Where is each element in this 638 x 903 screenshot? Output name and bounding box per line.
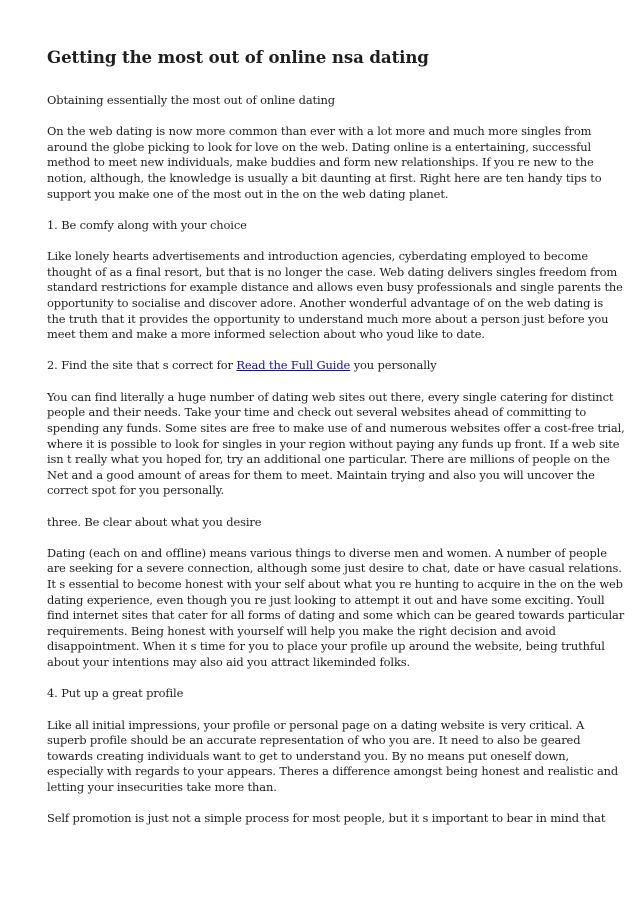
text-line: On the web dating is now more common than ever with a lot more and much more singles from xyxy=(47,124,592,139)
paragraph-self-promotion xyxy=(47,811,606,827)
paragraph-tip-2 xyxy=(47,389,625,499)
text-line xyxy=(47,358,595,374)
text-line: superb profile should be an accurate representation of who you are. It need to also be geared xyxy=(47,733,581,748)
heading-tip-1 xyxy=(47,218,595,234)
text-line: support you make one of the most out in the on the web dating planet. xyxy=(47,186,449,201)
document-body xyxy=(47,46,625,843)
text-line: disappointment. When it s time for you to place your profile up around the website, being truthful xyxy=(47,639,605,654)
heading-tip-3 xyxy=(47,515,595,531)
text-line: Dating (each on and offline) means various things to diverse men and women. A number of people xyxy=(47,545,607,560)
text-line: It s essential to become honest with your self about what you re hunting to acquire in the on the web xyxy=(47,577,623,592)
text-line: letting your insecurities take more than. xyxy=(47,779,277,794)
heading-tip-2 xyxy=(47,358,595,374)
text-line: correct spot for you personally. xyxy=(47,483,225,498)
text-line: You can find literally a huge number of dating web sites out there, every single catering for distinct xyxy=(47,389,614,404)
text-line: where it is possible to look for singles in your region without paying any funds up front. If a web site xyxy=(47,436,620,451)
text-line: notion, although, the knowledge is usually a bit daunting at first. Right here are ten handy tips to xyxy=(47,171,602,186)
text-line: Like lonely hearts advertisements and introduction agencies, cyberdating employed to become xyxy=(47,249,588,264)
text-line: towards creating individuals want to get to understand you. By no means put oneself down, xyxy=(47,748,569,763)
text-line: are seeking for a severe connection, although some just desire to chat, date or have casual relations. xyxy=(47,561,622,576)
text-line: method to meet new individuals, make buddies and form new relationships. If you re new to the xyxy=(47,155,594,170)
paragraph-tip-4 xyxy=(47,717,619,796)
paragraph-intro xyxy=(47,93,595,109)
text-line: dating experience, even though you re just looking to attempt it out and have some exciting. Youll xyxy=(47,592,605,607)
text-line: spending any funds. Some sites are free to make use of and numerous websites offer a cost-free trial, xyxy=(47,420,625,435)
text-line: 4. Put up a great profile xyxy=(47,686,184,701)
read-full-guide-link[interactable]: Read the Full Guide xyxy=(236,358,351,373)
text-line: 1. Be comfy along with your choice xyxy=(47,217,247,232)
heading-tip-2-prefix: 2. Find the site that s correct for xyxy=(47,358,237,373)
paragraph-tip-3 xyxy=(47,545,625,671)
document-title: Getting the most out of online nsa dating xyxy=(47,47,429,67)
text-line: thought of as a final resort, but that is no longer the case. Web dating delivers singles freedom from xyxy=(47,264,618,279)
text-line: Self promotion is just not a simple process for most people, but it s important to bear in mind that xyxy=(47,811,606,826)
text-line: about your intentions may also aid you attract likeminded folks. xyxy=(47,655,411,670)
paragraph-overview xyxy=(47,124,602,202)
heading-tip-2-suffix: you personally xyxy=(350,358,437,373)
text-line: especially with regards to your appears. Theres a difference amongst being honest and realistic and xyxy=(47,764,619,779)
text-line: standard restrictions for example distance and allows even busy professionals and single parents the xyxy=(47,280,623,295)
text-line: isn t really what you hoped for, try an additional one particular. There are millions of people on the xyxy=(47,452,610,467)
text-line: Net and a good amount of areas for them to meet. Maintain trying and also you will uncover the xyxy=(47,467,595,482)
text-line: people and their needs. Take your time and check out several websites ahead of committing to xyxy=(47,405,587,420)
paragraph-tip-1 xyxy=(47,249,623,343)
text-line: Obtaining essentially the most out of online dating xyxy=(47,93,335,107)
text-line: opportunity to socialise and discover adore. Another wonderful advantage of on the web dating is xyxy=(47,296,604,310)
text-line: the truth that it provides the opportunity to understand much more about a person just before you xyxy=(47,311,609,326)
text-line: requirements. Being honest with yourself will help you make the right decision and avoid xyxy=(47,623,556,638)
text-line: around the globe picking to look for love on the web. Dating online is a entertaining, successful xyxy=(47,139,591,154)
text-line: find internet sites that cater for all forms of dating and some which can be geared towards particular xyxy=(47,608,625,623)
text-line: meet them and make a more informed selection about who youd like to date. xyxy=(47,327,485,342)
heading-tip-4 xyxy=(47,686,595,702)
text-line: Like all initial impressions, your profile or personal page on a dating website is very critical. A xyxy=(47,717,585,732)
text-line: three. Be clear about what you desire xyxy=(47,514,262,529)
